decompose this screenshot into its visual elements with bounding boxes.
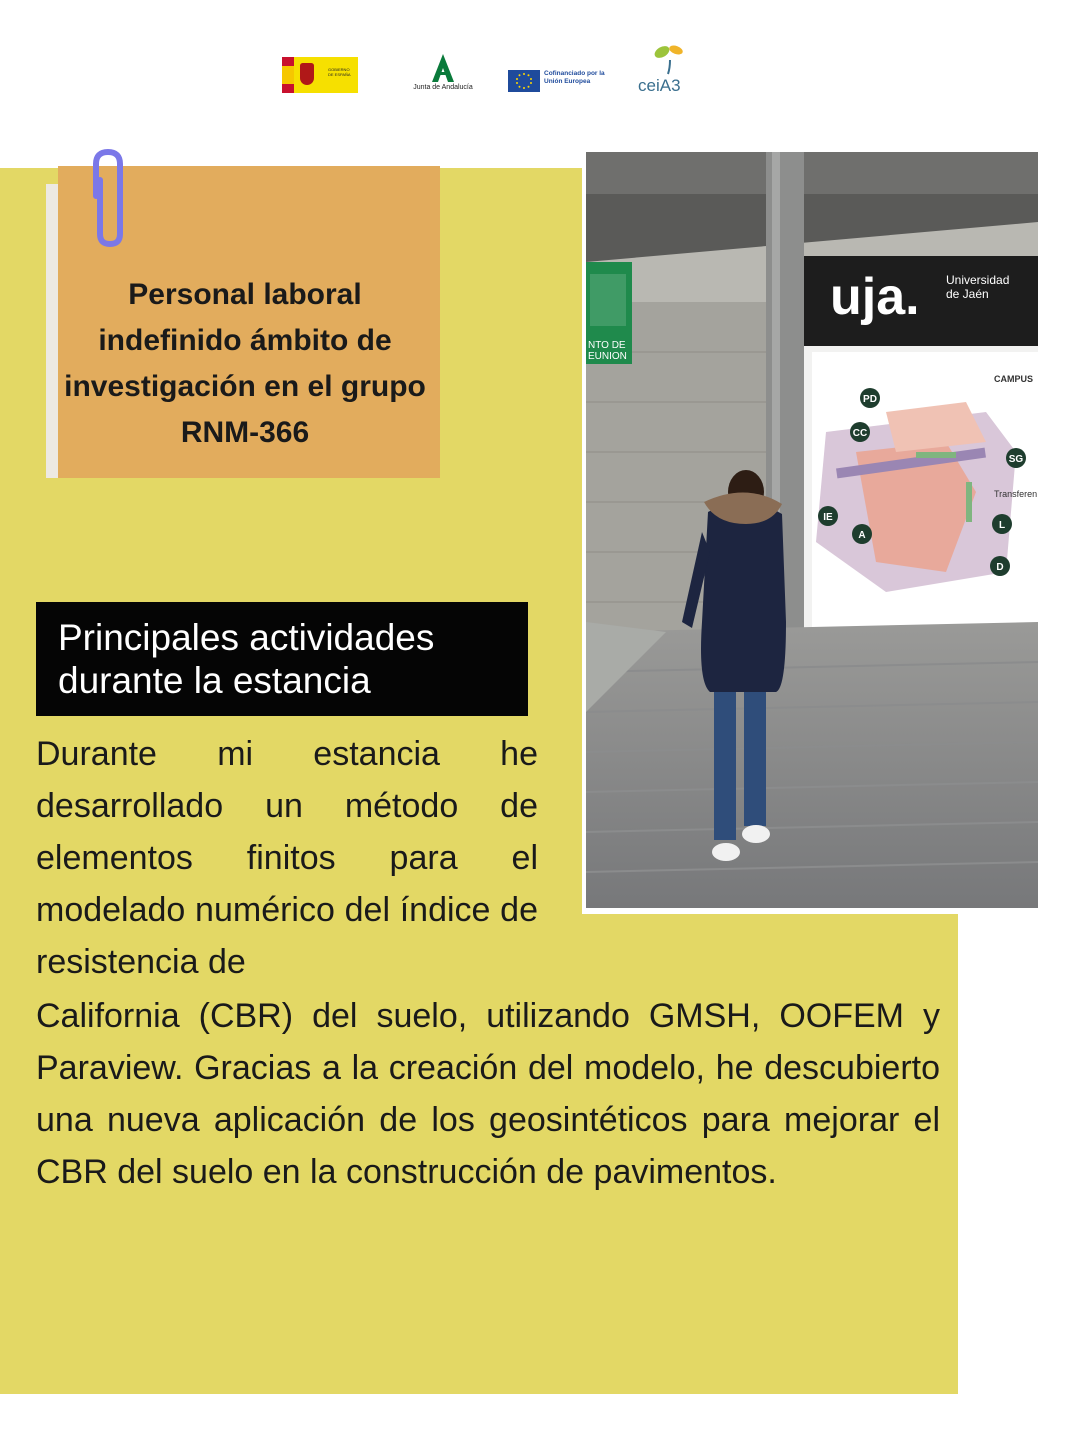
eu-flag-logo (508, 62, 608, 94)
body-paragraph-part2: California (CBR) del suelo, utilizando GMSH, OOFEM y Paraview. Gracias a la creación del modelo, he descubierto una nueva aplicación de los geosintéticos para mejorar el CBR del suelo en la construcción de pavimentos. (36, 997, 940, 1191)
meeting-sign-text: NTO DE (588, 340, 626, 351)
svg-text:SG: SG (1008, 454, 1024, 465)
svg-text:CC: CC (852, 428, 868, 439)
photo-frame (582, 148, 1042, 914)
svg-text:IE: IE (823, 512, 833, 523)
ceia3-text: ceiA3 (638, 76, 681, 95)
activities-heading-box (36, 602, 528, 716)
svg-text:PD: PD (863, 394, 877, 405)
logo-bar (270, 40, 730, 110)
svg-text:EUNION: EUNION (588, 351, 627, 362)
campus-photo (586, 152, 1038, 908)
activities-heading: Principales actividades durante la estancia (58, 617, 435, 701)
map-side-text: Transferen (994, 489, 1038, 499)
body-paragraph-part1: Durante mi estancia he desarrollado un método de elementos finitos para el modelado numérico del índice de resistencia de (36, 735, 538, 981)
svg-text:A: A (858, 530, 866, 541)
junta-andalucia-logo (408, 52, 478, 102)
spain-government-logo (282, 57, 358, 93)
gobierno-text: GOBIERNO DE ESPAÑA (328, 67, 351, 77)
svg-text:de Jaén: de Jaén (946, 287, 989, 301)
svg-text:D: D (996, 562, 1004, 573)
map-header: CAMPUS (994, 374, 1034, 384)
uja-logo-text: uja. (830, 268, 920, 326)
svg-text:Universidad: Universidad (946, 273, 1010, 287)
junta-text: Junta de Andalucía (413, 84, 473, 91)
svg-text:L: L (998, 520, 1006, 531)
paperclip-icon (86, 146, 136, 250)
ceia3-logo (632, 40, 712, 110)
eu-text: Cofinanciado por la Unión Europea (544, 70, 605, 85)
title-text: Personal laboral indefinido ámbito de investigación en el grupo RNM-366 (64, 278, 426, 449)
